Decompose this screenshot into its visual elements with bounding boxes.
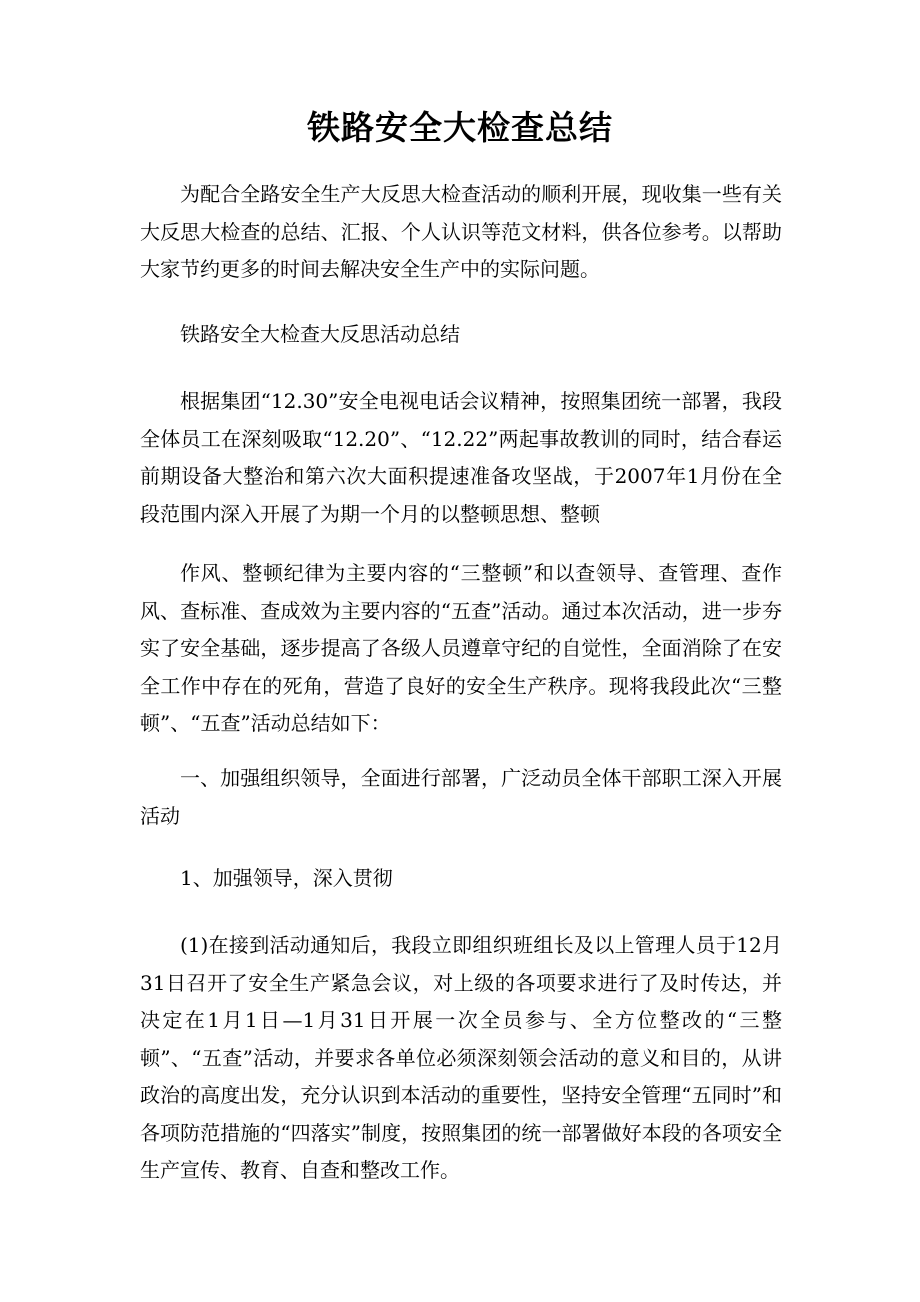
paragraph-activity-summary: 作风、整顿纪律为主要内容的“三整顿”和以查领导、查管理、查作风、查标准、查成效为主要内容的“五查”活动。通过本次活动，进一步夯实了安全基础，逐步提高了各级人员遵章守纪的自觉性，全面消除了在安全工作中存在的死角，营造了良好的安全生产秩序。现将我段此次“三整顿”、“五查”活动总结如下： <box>140 561 782 735</box>
paragraph-subtitle: 铁路安全大检查大反思活动总结 <box>180 322 460 346</box>
document-title: 铁路安全大检查总结 <box>307 108 613 147</box>
paragraph-background: 根据集团“12.30”安全电视电话会议精神，按照集团统一部署，我段全体员工在深刻吸取“12.20”、“12.22”两起事故教训的同时，结合春运前期设备大整治和第六次大面积提速准备攻坚战，于2007年1月份在全段范围内深入开展了为期一个月的以整顿思想、整顿 <box>140 389 782 526</box>
paragraph-intro: 为配合全路安全生产大反思大检查活动的顺利开展，现收集一些有关大反思大检查的总结、汇报、个人认识等范文材料，供各位参考。以帮助大家节约更多的时间去解决安全生产中的实际问题。 <box>140 182 782 281</box>
subsection-heading-1: 1、加强领导，深入贯彻 <box>180 866 393 890</box>
section-heading-1: 一、加强组织领导，全面进行部署，广泛动员全体干部职工深入开展活动 <box>140 766 782 828</box>
paragraph-item-1: (1)在接到活动通知后，我段立即组织班组长及以上管理人员于12月31日召开了安全生产紧急会议，对上级的各项要求进行了及时传达，并决定在1月1日—1月31日开展一次全员参与、全方位整改的“三整顿”、“五查”活动，并要求各单位必须深刻领会活动的意义和目的，从讲政治的高度出发，充分认识到本活动的重要性，坚持安全管理“五同时”和各项防范措施的“四落实”制度，按照集团的统一部署做好本段的各项安全生产宣传、教育、自查和整改工作。 <box>140 933 782 1182</box>
